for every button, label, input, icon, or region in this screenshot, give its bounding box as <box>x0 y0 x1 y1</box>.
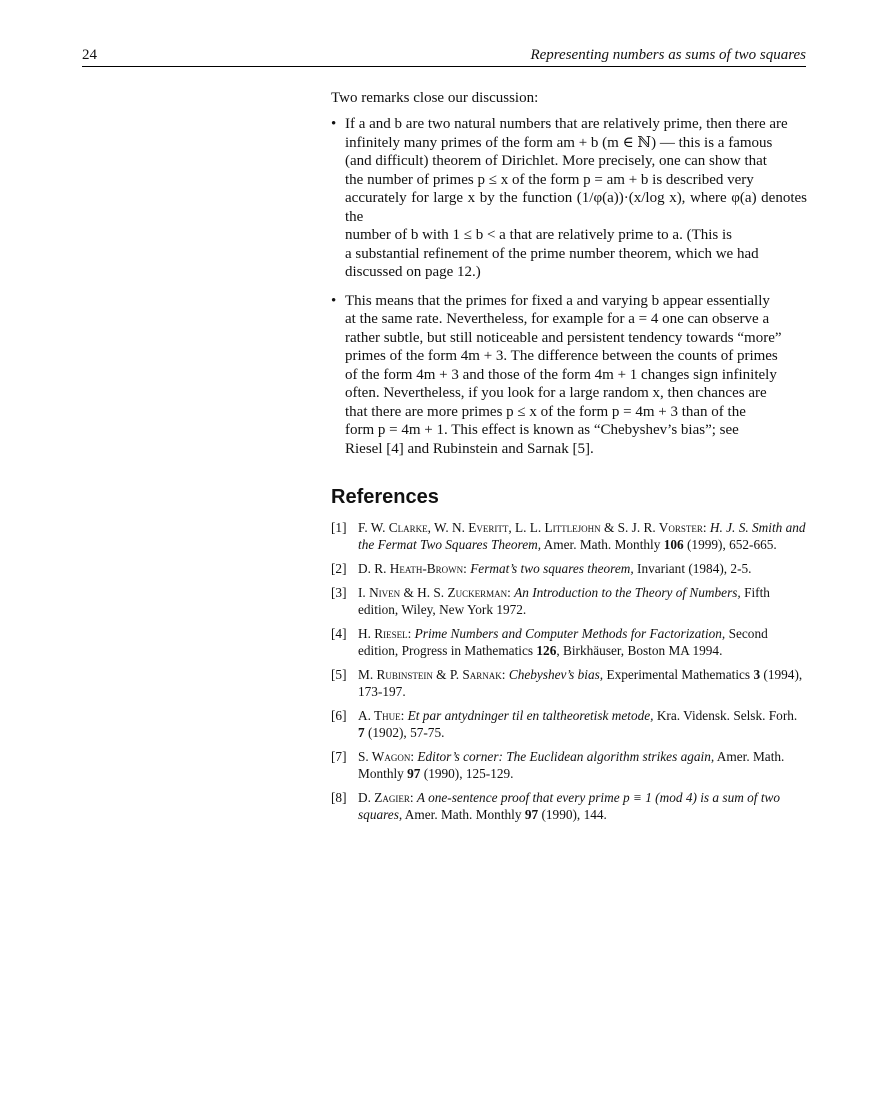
reference-title: Chebyshev’s bias, <box>508 667 604 682</box>
reference-label: [1] <box>331 520 347 535</box>
bullet-icon: • <box>331 292 337 309</box>
reference-volume: 7 <box>358 725 365 740</box>
remark-dirichlet <box>331 115 807 282</box>
reference-item <box>331 625 807 659</box>
reference-venue: Second edition, Progress in Mathematics <box>358 626 768 658</box>
reference-title: Editor’s corner: The Euclidean algorithm strikes again, <box>417 749 715 764</box>
reference-details: , Birkhäuser, Boston MA 1994. <box>556 643 723 658</box>
reference-label: [8] <box>331 790 347 805</box>
reference-details: (1999), 652-665. <box>687 537 777 552</box>
reference-label: [6] <box>331 708 347 723</box>
reference-venue: Amer. Math. Monthly <box>358 749 785 781</box>
reference-label: [4] <box>331 626 347 641</box>
reference-authors: F. W. Clarke, W. N. Everitt, L. L. Littlejohn & S. J. R. Vorster: <box>358 520 707 535</box>
reference-authors: S. Wagon: <box>358 749 415 764</box>
page-number: 24 <box>82 47 97 63</box>
reference-title: H. J. S. Smith and the Fermat Two Squares Theorem, <box>358 520 806 552</box>
references-list <box>331 519 807 823</box>
reference-venue: Amer. Math. Monthly <box>404 807 522 822</box>
reference-label: [2] <box>331 561 347 576</box>
reference-venue: Experimental Mathematics <box>606 667 751 682</box>
reference-volume: 106 <box>663 537 684 552</box>
reference-details: (1902), 57-75. <box>367 725 445 740</box>
references-heading: References <box>331 486 439 508</box>
reference-venue: Kra. Vidensk. Selsk. Forh. <box>656 708 798 723</box>
reference-title: Et par antydninger til en taltheoretisk metode, <box>407 708 654 723</box>
reference-item <box>331 519 807 553</box>
reference-title: A one-sentence proof that every prime p ≡ 1 (mod 4) is a sum of two squares, <box>358 790 781 822</box>
reference-venue: Invariant (1984), 2-5. <box>637 561 752 576</box>
reference-details: (1990), 144. <box>541 807 607 822</box>
reference-item <box>331 560 807 577</box>
reference-authors: A. Thue: <box>358 708 405 723</box>
reference-title: Fermat’s two squares theorem, <box>470 561 634 576</box>
reference-label: [3] <box>331 585 347 600</box>
page-header <box>82 44 806 67</box>
reference-venue: Amer. Math. Monthly <box>543 537 661 552</box>
reference-details: (1990), 125-129. <box>423 766 514 781</box>
reference-volume: 97 <box>407 766 421 781</box>
remark-text: If a and b are two natural numbers that are relatively prime, then there are infinitely many primes of the form am + b (m ∈ ℕ) — this is a famous (and difficult) theorem of Dirichlet. More precisely, one can show that the number of primes p ≤ x of the form p = am + b is described very accurately for large x by the function (1/φ(a))·(x/log x), where φ(a) denotes the number of b with 1 ≤ b < a that are relatively prime to a. (This is a substantial refinement of the prime number theorem, which we had discussed on page 12.) <box>345 116 807 280</box>
remark-text: This means that the primes for fixed a and varying b appear essentially at the same rate. Nevertheless, for example for a = 4 one can observe a rather subtle, but still noticeable and persistent tendency towards “more” primes of the form 4m + 3. The difference between the counts of primes of the form 4m + 3 and those of the form 4m + 1 changes sign infinitely often. Nevertheless, if you look for a large random x, then chances are that there are more primes p ≤ x of the form p = 4m + 3 than of the form p = 4m + 1. This effect is known as “Chebyshev’s bias”; see Riesel [4] and Rubinstein and Sarnak [5]. <box>345 292 782 457</box>
bullet-icon: • <box>331 116 337 132</box>
reference-details: (1994), 173-197. <box>358 667 803 699</box>
reference-authors: D. R. Heath-Brown: <box>358 561 467 576</box>
reference-authors: D. Zagier: <box>358 790 414 805</box>
reference-item <box>331 748 807 782</box>
reference-title: An Introduction to the Theory of Numbers, <box>514 585 741 600</box>
remarks-list <box>331 115 807 458</box>
intro-text: Two remarks close our discussion: <box>331 90 539 106</box>
reference-volume: 3 <box>753 667 761 682</box>
reference-volume: 97 <box>524 807 539 822</box>
reference-authors: H. Riesel: <box>358 626 412 641</box>
main-content <box>331 89 807 830</box>
reference-authors: M. Rubinstein & P. Sarnak: <box>358 667 506 682</box>
reference-item <box>331 707 807 741</box>
running-title: Representing numbers as sums of two squares <box>530 47 806 63</box>
reference-item <box>331 789 807 823</box>
reference-authors: I. Niven & H. S. Zuckerman: <box>358 585 511 600</box>
reference-title: Prime Numbers and Computer Methods for Factorization, <box>414 626 726 641</box>
reference-item <box>331 666 807 700</box>
reference-item <box>331 584 807 618</box>
remark-chebyshev <box>331 292 807 459</box>
reference-label: [5] <box>331 667 347 682</box>
reference-label: [7] <box>331 749 347 764</box>
reference-volume: 126 <box>536 643 557 658</box>
reference-venue: Fifth edition, Wiley, New York 1972. <box>358 585 770 617</box>
